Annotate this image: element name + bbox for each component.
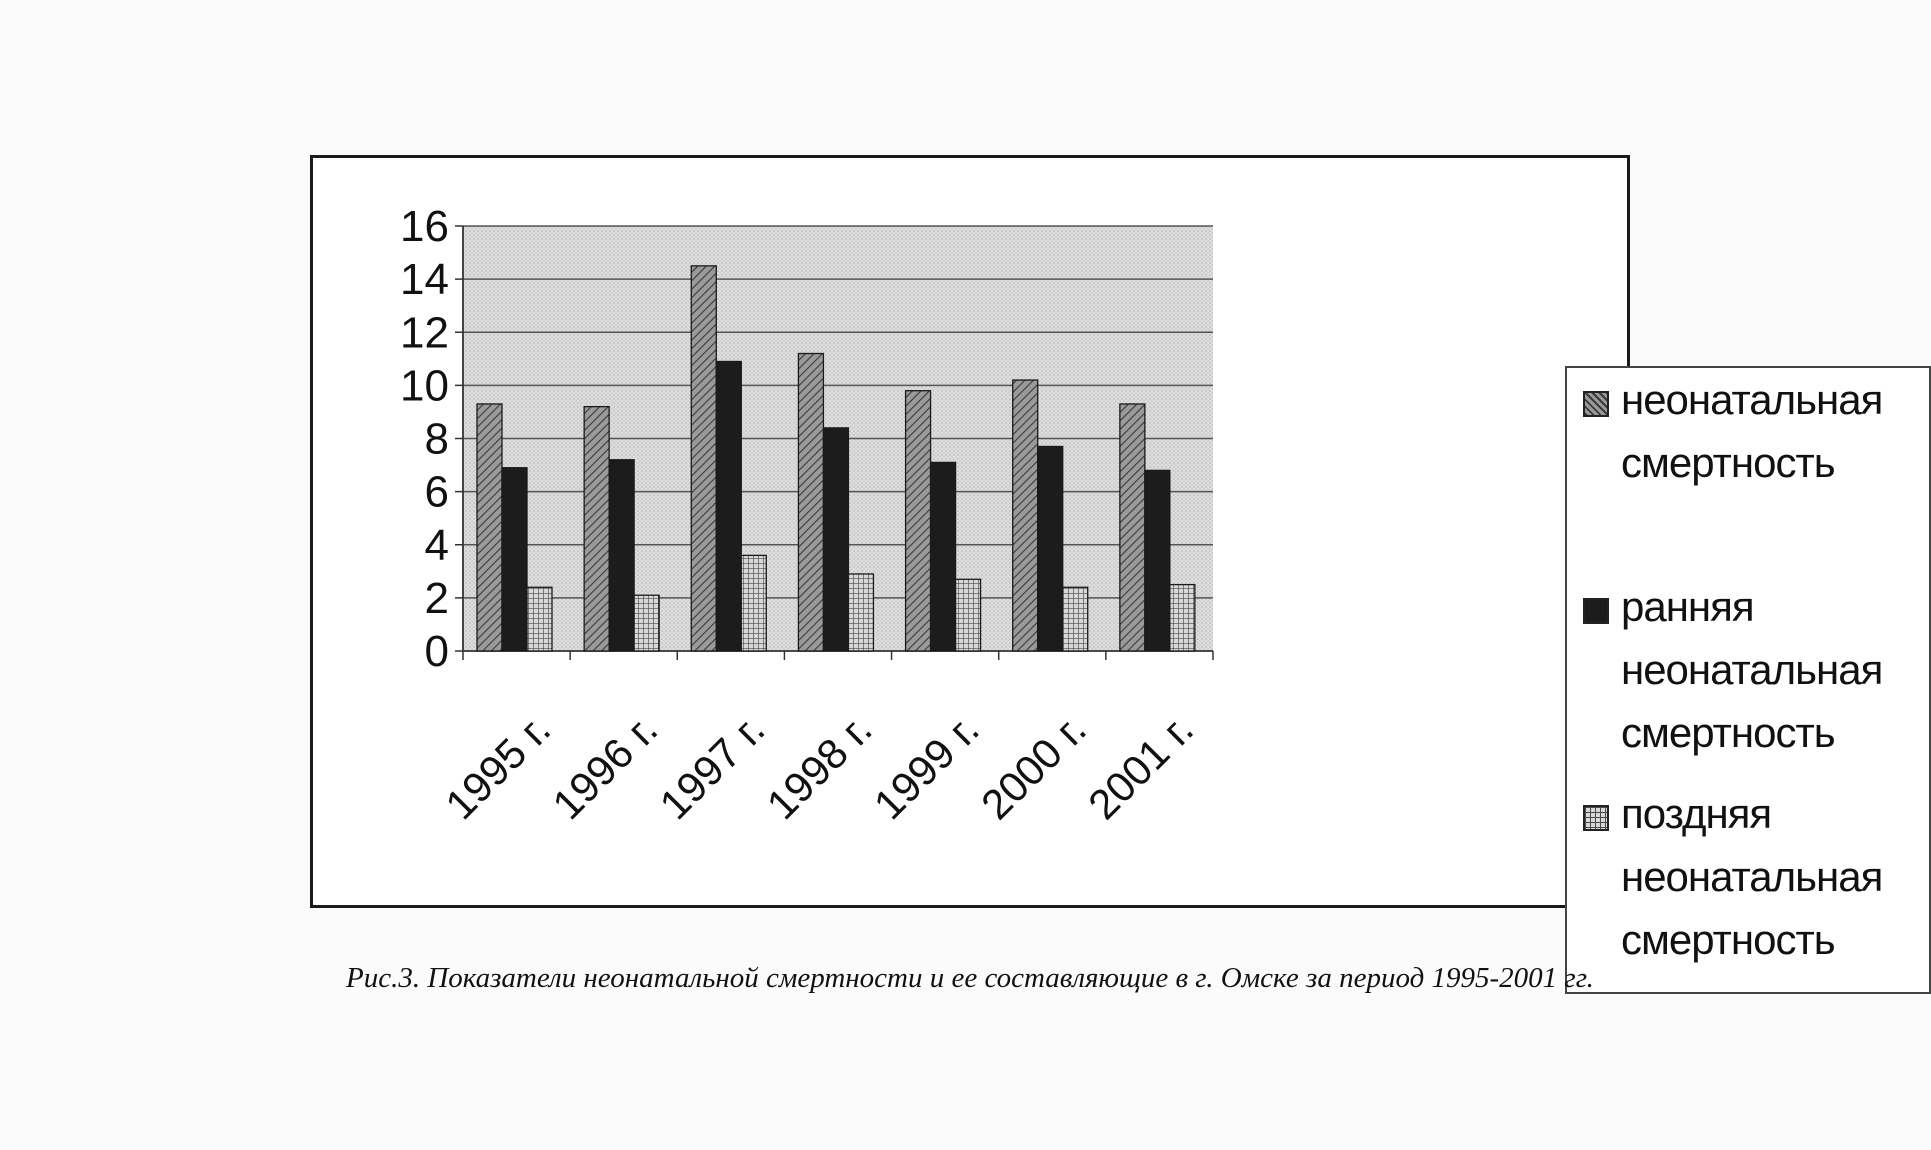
chart-frame <box>310 155 1883 963</box>
legend-swatch-3 <box>1583 805 1609 831</box>
y-tick-label: 10 <box>400 361 449 411</box>
legend-swatch-2 <box>1583 598 1609 624</box>
bar-s3-2 <box>634 595 659 651</box>
legend-label-3: поздняя неонатальная смертность <box>1621 790 1883 963</box>
y-tick-label: 14 <box>400 255 449 305</box>
x-category-label: 1999 г. <box>864 705 988 829</box>
bar-s3-1 <box>527 587 552 651</box>
y-tick-label: 8 <box>424 414 449 464</box>
legend-label-1: неонатальная смертность <box>1621 376 1883 486</box>
y-tick-label: 2 <box>424 573 449 623</box>
bar-chart <box>313 158 1627 905</box>
bar-s1-5 <box>906 391 931 651</box>
bar-s1-1 <box>477 404 502 651</box>
bar-s3-4 <box>848 574 873 651</box>
bar-s3-6 <box>1063 587 1088 651</box>
y-tick-label: 12 <box>400 308 449 358</box>
y-tick-label: 16 <box>400 202 449 251</box>
bar-s2-3 <box>716 361 741 651</box>
x-category-label: 2001 г. <box>1079 705 1203 829</box>
bar-s1-3 <box>691 266 716 651</box>
legend-swatch-1 <box>1583 391 1609 417</box>
legend <box>1565 366 1931 994</box>
x-category-label: 1998 г. <box>757 705 881 829</box>
bar-s2-2 <box>609 460 634 651</box>
bar-s3-3 <box>741 555 766 651</box>
bar-s2-5 <box>931 462 956 651</box>
bar-s1-6 <box>1013 380 1038 651</box>
y-tick-label: 0 <box>424 627 449 676</box>
bar-s2-1 <box>502 468 527 651</box>
bar-s1-4 <box>798 354 823 652</box>
y-tick-label: 6 <box>424 467 449 517</box>
bar-s2-6 <box>1038 446 1063 651</box>
x-category-label: 1996 г. <box>543 705 667 829</box>
y-tick-label: 4 <box>424 520 449 570</box>
bar-s3-5 <box>956 579 981 651</box>
bar-s3-7 <box>1170 585 1195 651</box>
bar-s2-4 <box>823 428 848 651</box>
x-category-label: 2000 г. <box>971 705 1095 829</box>
x-category-label: 1997 г. <box>650 705 774 829</box>
bar-s1-7 <box>1120 404 1145 651</box>
bar-s2-7 <box>1145 470 1170 651</box>
figure-caption: Рис.3. Показатели неонатальной смертности и ее составляющие в г. Омске за период 1995-2001 гг. <box>346 962 1594 994</box>
bar-s1-2 <box>584 407 609 651</box>
legend-label-2: ранняя неонатальная смертность <box>1621 583 1883 756</box>
x-category-label: 1995 г. <box>436 705 560 829</box>
